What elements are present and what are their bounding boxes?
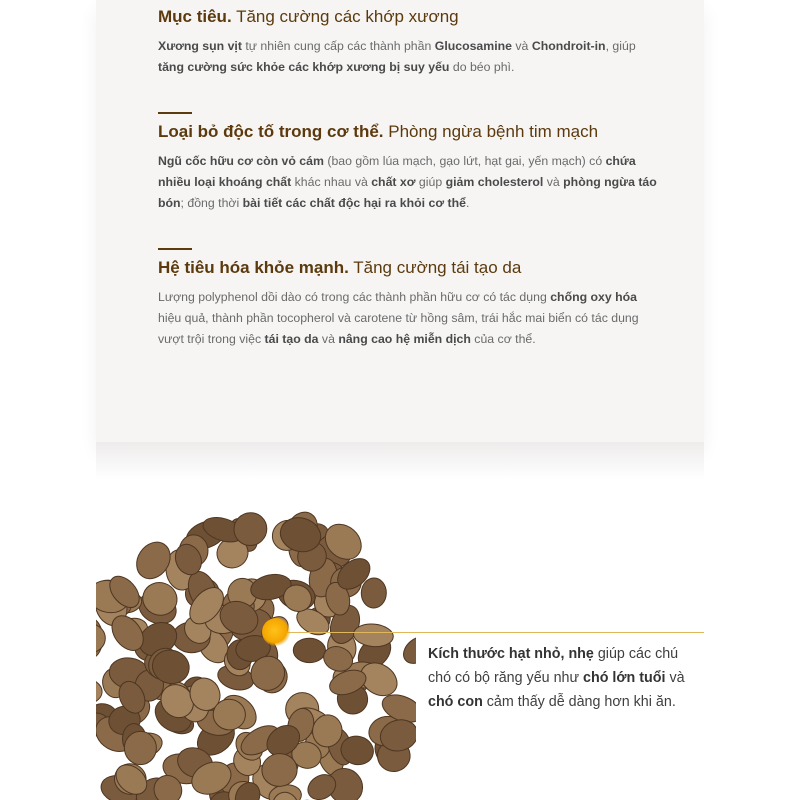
feature-heading bbox=[158, 257, 658, 279]
body-text: ; đồng thời bbox=[180, 196, 243, 210]
heading-rest: Tăng cường các khớp xương bbox=[231, 7, 459, 26]
emphasis-text: Ngũ cốc hữu cơ còn vỏ cám bbox=[158, 154, 324, 168]
emphasis-text: tăng cường sức khỏe các khớp xương bị suy yếu bbox=[158, 60, 450, 74]
heading-rest: Phòng ngừa bệnh tim mạch bbox=[383, 122, 599, 141]
emphasis-text: giảm cholesterol bbox=[445, 175, 544, 189]
emphasis-text: Xương sụn vịt bbox=[158, 39, 242, 53]
emphasis-text: chống oxy hóa bbox=[550, 290, 637, 304]
emphasis-text: chất xơ bbox=[371, 175, 416, 189]
body-text: cảm thấy dễ dàng hơn khi ăn. bbox=[482, 694, 676, 710]
heading-bold: Hệ tiêu hóa khỏe mạnh. bbox=[158, 258, 349, 277]
body-text: khác nhau và bbox=[291, 175, 372, 189]
kibble-piece bbox=[361, 578, 387, 609]
body-text: và bbox=[665, 670, 685, 686]
emphasis-text: chó lớn tuổi bbox=[583, 670, 666, 686]
kibble-piece bbox=[124, 731, 156, 764]
callout-line bbox=[282, 632, 704, 633]
panel-shadow bbox=[96, 442, 704, 480]
emphasis-text: tái tạo da bbox=[264, 332, 319, 346]
highlight-dot-icon bbox=[262, 618, 290, 646]
heading-rest: Tăng cường tái tạo da bbox=[348, 258, 522, 277]
heading-bold: Mục tiêu. bbox=[158, 7, 232, 26]
feature-body bbox=[158, 36, 658, 78]
kibble-size-callout bbox=[428, 642, 698, 714]
kibble-piece bbox=[96, 676, 103, 706]
body-text: do béo phì. bbox=[449, 60, 515, 74]
emphasis-text: phòng ngừa táo bón bbox=[158, 175, 657, 210]
body-text: hiệu quả, thành phần tocopherol và carotene từ hồng sâm, trái hắc mai biển có tác dụng vượt trội trong việc bbox=[158, 311, 639, 346]
feature-heading bbox=[158, 6, 658, 28]
kibble-piece bbox=[96, 623, 106, 653]
emphasis-text: chó con bbox=[428, 694, 483, 710]
section-divider bbox=[158, 112, 192, 114]
kibble-piece bbox=[398, 631, 416, 669]
feature-body bbox=[158, 151, 658, 214]
body-text: và bbox=[543, 175, 564, 189]
feature-detox bbox=[158, 112, 658, 214]
body-text: (bao gồm lúa mạch, gạo lứt, hạt gai, yến mạch) có bbox=[323, 154, 606, 168]
body-text: và bbox=[511, 39, 532, 53]
body-text: . bbox=[465, 196, 470, 210]
emphasis-text: Chondroit-in bbox=[531, 39, 606, 53]
dog-kibble-pile-image bbox=[96, 490, 416, 800]
emphasis-text: nâng cao hệ miễn dịch bbox=[338, 332, 471, 346]
feature-joints bbox=[158, 6, 658, 78]
kibble-piece bbox=[293, 638, 326, 663]
heading-bold: Loại bỏ độc tố trong cơ thể. bbox=[158, 122, 384, 141]
section-divider bbox=[158, 248, 192, 250]
body-text: , giúp bbox=[605, 39, 636, 53]
body-text: và bbox=[318, 332, 339, 346]
emphasis-text: bài tiết các chất độc hại ra khỏi cơ thể bbox=[242, 196, 466, 210]
body-text: giúp các chú chó có bộ răng yếu như bbox=[428, 646, 679, 686]
emphasis-text: Glucosamine bbox=[434, 39, 512, 53]
body-text: Lượng polyphenol dồi dào có trong các thành phần hữu cơ có tác dụng bbox=[158, 290, 551, 304]
kibble-pile-graphic bbox=[96, 490, 416, 800]
feature-heading bbox=[158, 121, 658, 143]
emphasis-text: Kích thước hạt nhỏ, nhẹ bbox=[428, 646, 594, 662]
emphasis-text: chứa nhiều loại khoáng chất bbox=[158, 154, 636, 189]
body-text: tự nhiên cung cấp các thành phần bbox=[241, 39, 435, 53]
feature-body bbox=[158, 287, 658, 350]
body-text: của cơ thể. bbox=[470, 332, 536, 346]
body-text: giúp bbox=[415, 175, 446, 189]
feature-digestion bbox=[158, 248, 658, 350]
kibble-piece bbox=[353, 622, 395, 648]
